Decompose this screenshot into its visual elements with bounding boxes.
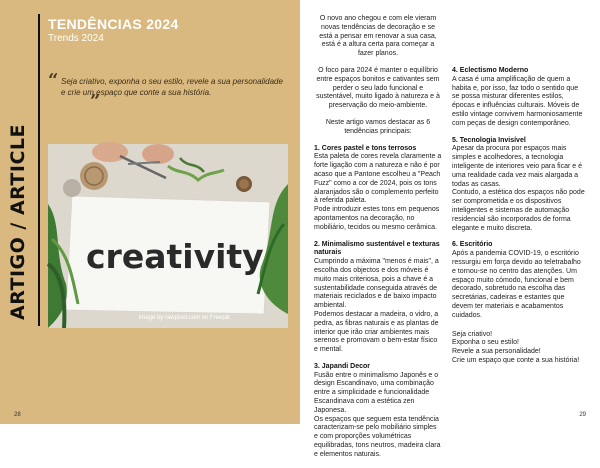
pull-quote: Seja criativo, exponha o seu estilo, revele a sua personalidade e crie um espaço que conte a sua história.	[61, 77, 283, 97]
section-body: Após a pandemia COVID-19, o escritório ressurgiu em força devido ao teletrabalho e tornou-se no centro das atenções. Um espaço muito cómodo, funcional e bem decorado, sobretudo na escolha das secretárias, cadeiras e estantes que devem ter materiais e acabamentos cuidados.	[452, 250, 581, 319]
article-subtitle: Trends 2024	[48, 33, 104, 44]
intro-paragraph: O novo ano chegou e com ele vieram novas tendências de decoração e se está a pensar em renovar a sua casa, está é a altura certa para começar a fazer planos.	[319, 15, 437, 58]
section-heading: 5. Tecnologia Invisível	[452, 136, 526, 144]
section-label: ARTIGO / ARTICLE	[7, 124, 29, 320]
section-body: A casa é uma amplificação de quem a habita e, por isso, faz todo o sentido que se possa misturar diferentes estilos, épocas e influências culturais. Móveis de estilo vintage convivem harmoniosamente com peças de design contemporâneo.	[452, 75, 583, 127]
page-number-left: 28	[14, 412, 21, 418]
page-number-right: 29	[579, 412, 586, 418]
creativity-photo	[48, 144, 288, 328]
section-heading: 3. Japandi Decor	[314, 362, 371, 370]
section-heading: 1. Cores pastel e tons terrosos	[314, 144, 417, 152]
left-page	[0, 0, 300, 424]
vertical-divider	[38, 14, 40, 326]
section-heading: 2. Minimalismo sustentável e texturas naturais	[314, 240, 440, 257]
intro-paragraph: O foco para 2024 é manter o equilíbrio entre espaços bonitos e cativantes sem perder o seu lado funcional e sustentável, muito ligado à natureza e à preservação do meio-ambiente.	[316, 66, 440, 110]
intro-paragraph: Neste artigo vamos destacar as 6 tendências principais:	[325, 118, 431, 135]
closing-line: Crie um espaço que conte a sua história!	[452, 356, 580, 364]
closing-line: Seja criativo!	[452, 330, 493, 338]
quote-open-icon: “	[48, 70, 59, 91]
text-column-2	[452, 1, 586, 366]
photo-word: creativity	[86, 237, 264, 276]
section-heading: 6. Escritório	[452, 241, 493, 249]
photo-illustration	[48, 144, 288, 328]
section-body: Apesar da procura por espaços mais simples e acolhedores, a tecnologia inteligente de interiores veio para ficar e é uma realidade cada vez mais alargada a todas as casas. Contudo, a estética dos espaços não pode ser comprometida e os dispositivos inteligentes e sistemas de automação residencial são incorporados de forma elegante e muito discreta.	[452, 145, 585, 232]
section-body: Esta paleta de cores revela claramente a forte ligação com a natureza e não é por acaso que a Pantone escolheu a "Peach Fuzz" como a cor de 2024, pois os tons alaranjados são o complemento perfeito à referida paleta. Pode introduzir estes tons em pequenos apontamentos na decoração, no mobiliário, tecidos ou mesmo cerâmica.	[314, 153, 442, 231]
section-body: Fusão entre o minimalismo Japonês e o design Escandinavo, uma combinação entre a simplicidade e funcionalidade Escandinava com a estética zen Japonesa. Os espaços que seguem esta tendência caracterizam-se pelo mobiliário simples e com proporções volumétricas equilibradas, tons neutros, madeira clara e elementos naturais.	[314, 371, 441, 458]
section-heading: 4. Eclectismo Moderno	[452, 67, 529, 74]
article-title: TENDÊNCIAS 2024	[48, 16, 179, 32]
closing-lines	[452, 331, 586, 366]
text-column-1	[314, 15, 442, 468]
photo-credit: Image by rawpixel.com on Freepik	[138, 315, 230, 321]
closing-line: Revele a sua personalidade!	[452, 348, 541, 356]
closing-line: Exponha o seu estilo!	[452, 339, 519, 347]
section-body: Cumprindo a máxima "menos é mais", a escolha dos objectos e dos móveis é muito mais criteriosa, pois a chave é a sustentabilidade conseguida através de materiais reciclados e de baixo impacto ambiental. Podemos destacar a madeira, o vidro, a pedra, as fibras naturais e as plantas de interior que irão criar ambientes mais serenos e promovam o bem-estar físico e mental.	[314, 258, 439, 354]
quote-close-icon: ”	[90, 91, 101, 112]
right-page	[300, 0, 600, 458]
